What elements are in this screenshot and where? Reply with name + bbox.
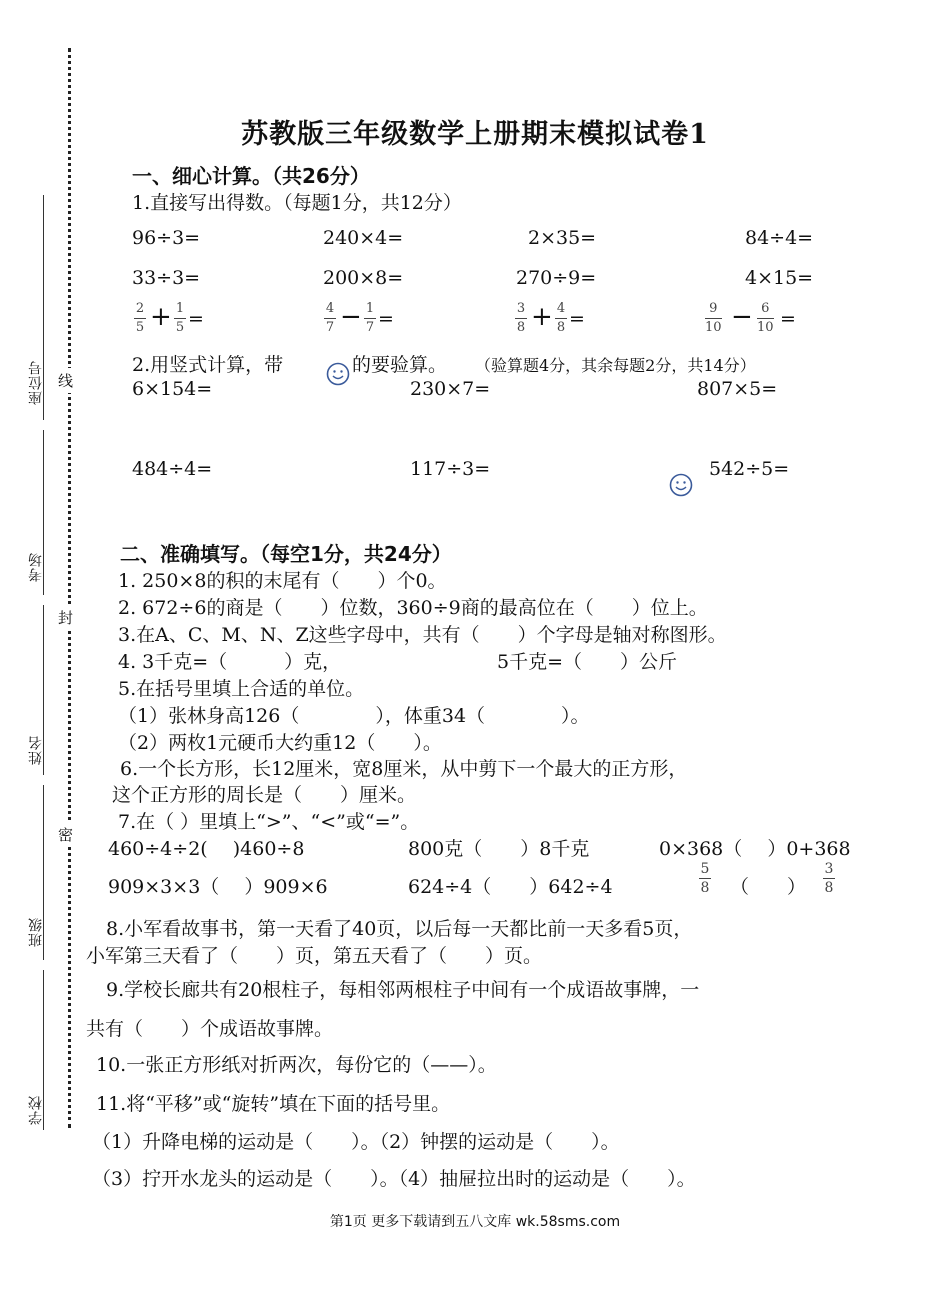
q2-heading-b: 的要验算。 bbox=[352, 354, 448, 376]
fill-in-line: （3）拧开水龙头的运动是（ ）。（4）抽屉拉出时的运动是（ ）。 bbox=[92, 1168, 696, 1190]
fraction: 4 8 bbox=[556, 301, 566, 335]
fill-in-line: 1. 250×8的积的末尾有（ ）个0。 bbox=[118, 570, 447, 592]
fraction: 1 7 bbox=[365, 301, 375, 335]
compare-paren: （ ） bbox=[730, 876, 807, 898]
plus-sign: + bbox=[150, 302, 172, 332]
fill-in-line: 3.在A、C、M、N、Z这些字母中，共有（ ）个字母是轴对称图形。 bbox=[118, 624, 727, 646]
fraction: 4 7 bbox=[325, 301, 335, 335]
fraction: 1 5 bbox=[175, 301, 185, 335]
q1-item: 270÷9= bbox=[516, 267, 597, 289]
equals-sign: = bbox=[378, 308, 394, 330]
fill-in-line: 11.将“平移”或“旋转”填在下面的括号里。 bbox=[96, 1093, 451, 1115]
fill-in-line: （2）两枚1元硬币大约重12（ ）。 bbox=[118, 732, 442, 754]
q2-item: 542÷5= bbox=[709, 458, 790, 480]
seal-char-line: 线 bbox=[58, 368, 73, 393]
fraction: 2 5 bbox=[135, 301, 145, 335]
fill-in-line: 共有（ ）个成语故事牌。 bbox=[86, 1018, 334, 1040]
q2-item: 484÷4= bbox=[132, 458, 213, 480]
binding-dotted-line bbox=[68, 48, 71, 1128]
q1-item: 84÷4= bbox=[745, 227, 814, 249]
q1-heading: 1.直接写出得数。（每题1分，共12分） bbox=[132, 192, 462, 214]
name-label: 姓名 bbox=[28, 735, 44, 765]
fill-in-line: 6.一个长方形，长12厘米，宽8厘米，从中剪下一个最大的正方形， bbox=[120, 758, 688, 780]
q1-item: 96÷3= bbox=[132, 227, 201, 249]
fill-in-line: 7.在（ ）里填上“>”、“<”或“=”。 bbox=[118, 811, 420, 833]
fill-in-line: 4. 3千克=（ ）克， bbox=[118, 651, 342, 673]
fill-in-line: 2. 672÷6的商是（ ）位数，360÷9商的最高位在（ ）位上。 bbox=[118, 597, 708, 619]
fraction: 3 8 bbox=[516, 301, 526, 335]
compare-item: 800克（ ）8千克 bbox=[408, 838, 590, 860]
fill-in-line: 5千克=（ ）公斤 bbox=[497, 651, 678, 673]
fraction: 5 8 bbox=[700, 861, 710, 896]
page-title: 苏教版三年级数学上册期末模拟试卷1 bbox=[241, 119, 709, 150]
minus-sign: − bbox=[340, 302, 362, 332]
class-label: 班级 bbox=[28, 917, 44, 947]
fraction: 3 8 bbox=[824, 861, 834, 896]
q1-item: 33÷3= bbox=[132, 267, 201, 289]
page-footer: 第1页 更多下载请到五八文库 wk.58sms.com bbox=[329, 1214, 621, 1230]
q1-item: 2×35= bbox=[528, 227, 597, 249]
q2-heading-c: （验算题4分，其余每题2分，共14分） bbox=[475, 356, 756, 375]
fill-in-line: （1）张林身高126（ ），体重34（ ）。 bbox=[118, 705, 590, 727]
fill-in-line: 这个正方形的周长是（ ）厘米。 bbox=[112, 784, 417, 806]
seal-char-secret: 密 bbox=[58, 822, 73, 847]
seat-number-label: 座位号 bbox=[28, 360, 44, 405]
seal-char-seal: 封 bbox=[58, 605, 73, 630]
q2-item: 6×154= bbox=[132, 378, 213, 400]
section1-heading: 一、细心计算。（共26分） bbox=[132, 164, 370, 188]
compare-item: 624÷4（ ）642÷4 bbox=[408, 876, 613, 898]
fill-in-line: 5.在括号里填上合适的单位。 bbox=[118, 678, 365, 700]
q2-item: 117÷3= bbox=[410, 458, 491, 480]
q2-item: 230×7= bbox=[410, 378, 491, 400]
fraction: 9 10 bbox=[705, 301, 722, 335]
equals-sign: = bbox=[188, 308, 204, 330]
exam-room-label: 考场 bbox=[28, 552, 44, 582]
fill-in-line: （1）升降电梯的运动是（ ）。（2）钟摆的运动是（ ）。 bbox=[92, 1131, 620, 1153]
section2-heading: 二、准确填写。（每空1分，共24分） bbox=[120, 542, 452, 566]
q2-heading-a: 2.用竖式计算，带 bbox=[132, 354, 284, 376]
fill-in-line: 8.小军看故事书，第一天看了40页，以后每一天都比前一天多看5页， bbox=[106, 918, 693, 940]
compare-item: 0×368（ ）0+368 bbox=[659, 838, 851, 860]
q1-item: 4×15= bbox=[745, 267, 814, 289]
compare-item: 909×3×3（ ）909×6 bbox=[108, 876, 328, 898]
smiley-icon bbox=[669, 473, 693, 497]
equals-sign: = bbox=[569, 308, 585, 330]
school-label: 学校 bbox=[28, 1095, 44, 1125]
compare-item: 460÷4÷2( )460÷8 bbox=[108, 838, 305, 860]
plus-sign: + bbox=[531, 302, 553, 332]
fraction: 6 10 bbox=[757, 301, 774, 335]
q1-item: 200×8= bbox=[323, 267, 404, 289]
q1-item: 240×4= bbox=[323, 227, 404, 249]
fill-in-line: 10.一张正方形纸对折两次，每份它的（——）。 bbox=[96, 1054, 497, 1076]
equals-sign: = bbox=[780, 308, 796, 330]
fill-in-line: 9.学校长廊共有20根柱子，每相邻两根柱子中间有一个成语故事牌，一 bbox=[106, 979, 700, 1001]
minus-sign: − bbox=[731, 302, 753, 332]
q2-item: 807×5= bbox=[697, 378, 778, 400]
smiley-icon bbox=[326, 362, 350, 386]
fill-in-line: 小军第三天看了（ ）页，第五天看了（ ）页。 bbox=[86, 945, 543, 967]
